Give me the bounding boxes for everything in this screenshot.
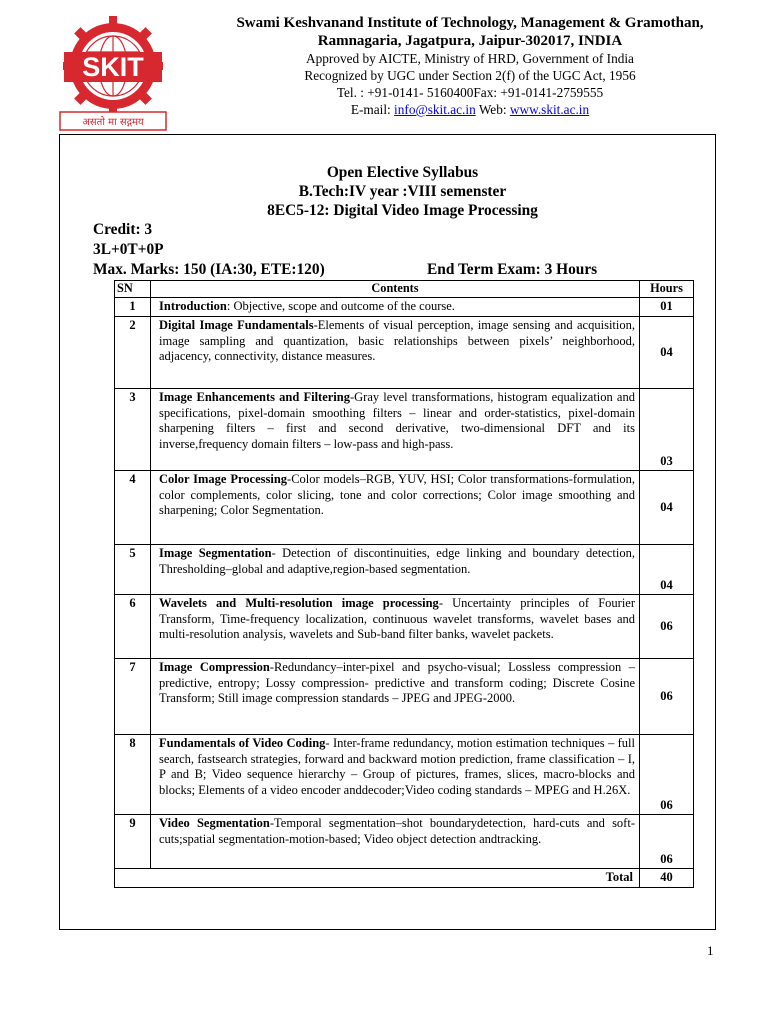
logo-motto: असतो मा सद्गमय	[82, 117, 144, 128]
end-term-exam: End Term Exam: 3 Hours	[427, 261, 598, 278]
header-contents: Contents	[151, 281, 640, 298]
total-row	[115, 869, 694, 888]
table-row	[115, 471, 694, 545]
row-content	[151, 735, 640, 815]
row-content	[151, 545, 640, 595]
row-hours: 06	[640, 595, 694, 659]
row-topic: Introduction	[159, 298, 227, 313]
course-title: 8EC5-12: Digital Video Image Processing	[267, 202, 538, 219]
row-topic: Video Segmentation	[159, 816, 270, 830]
row-topic: Image Enhancements and Filtering	[159, 390, 350, 404]
row-sn: 7	[115, 659, 151, 735]
row-hours: 04	[640, 471, 694, 545]
row-desc: - Uncertainty principles of Fourier Transform, Time-frequency localization, continuous wavelet transforms, wavelet bases and multi-resolution analysis, wavelets and Sub-band filter banks, wavelet packets.	[159, 596, 635, 641]
row-topic: Image Segmentation	[159, 546, 272, 560]
row-hours: 01	[640, 297, 694, 317]
row-content	[151, 389, 640, 471]
row-sn: 2	[115, 317, 151, 389]
max-marks: Max. Marks: 150 (IA:30, ETE:120)	[93, 261, 325, 278]
total-label: Total	[115, 869, 640, 888]
web-link[interactable]: www.skit.ac.in	[509, 102, 590, 117]
row-sn: 1	[115, 297, 151, 317]
institute-name: Swami Keshvanand Institute of Technology, Management & Gramothan,	[236, 15, 704, 31]
row-desc: -Gray level transformations, histogram equalization and specifications, pixel-domain smoothing filters – linear and order-statistics, pixel-domain sharpening filters – first and second derivative, two-dimensional DFT and its inverse,frequency domain filters – low-pass and high-pass.	[159, 390, 635, 451]
email-label: E-mail:	[350, 102, 391, 117]
table-row	[115, 735, 694, 815]
row-desc: -Color models–RGB, YUV, HSI; Color transformations-formulation, color complements, color slicing, tone and color corrections; Color image smoothing and sharpening; Color Segmentation.	[159, 472, 636, 517]
row-topic: Fundamentals of Video Coding	[159, 736, 326, 750]
row-content	[151, 595, 640, 659]
syllabus-table	[114, 280, 694, 888]
row-desc: - Detection of discontinuities, edge linking and boundary detection, Thresholding–global and adaptive,region-based segmentation.	[159, 546, 635, 576]
institute-address: Ramnagaria, Jagatpura, Jaipur-302017, INDIA	[317, 33, 623, 49]
total-hours: 40	[640, 869, 694, 888]
letterhead	[190, 14, 750, 118]
recognition-line: Recognized by UGC under Section 2(f) of the UGC Act, 1956	[304, 68, 636, 83]
row-hours: 04	[640, 317, 694, 389]
row-hours: 06	[640, 659, 694, 735]
row-hours: 04	[640, 545, 694, 595]
ltp-line: 3L+0T+0P	[93, 241, 164, 258]
row-topic: Color Image Processing	[159, 472, 288, 486]
row-sn: 3	[115, 389, 151, 471]
table-row	[115, 595, 694, 659]
page-number: 1	[707, 943, 714, 958]
syllabus-title: Open Elective Syllabus	[326, 164, 479, 181]
row-content	[151, 317, 640, 389]
row-sn: 9	[115, 815, 151, 869]
row-content	[151, 471, 640, 545]
marks-line	[93, 261, 653, 279]
row-sn: 4	[115, 471, 151, 545]
row-content	[151, 659, 640, 735]
logo-wordmark: SKIT	[82, 52, 144, 82]
row-content	[151, 815, 640, 869]
row-hours: 03	[640, 389, 694, 471]
row-sn: 5	[115, 545, 151, 595]
header-sn: SN	[115, 281, 151, 298]
row-desc: : Objective, scope and outcome of the course.	[226, 298, 455, 313]
syllabus-titles	[0, 163, 768, 220]
table-row	[115, 389, 694, 471]
header-hours: Hours	[640, 281, 694, 298]
table-row	[115, 297, 694, 317]
web-label: Web:	[478, 102, 507, 117]
contact-line	[190, 101, 750, 118]
row-hours: 06	[640, 815, 694, 869]
institute-logo	[54, 14, 172, 132]
table-row	[115, 317, 694, 389]
phone-line: Tel. : +91-0141- 5160400Fax: +91-0141-2759555	[336, 85, 604, 100]
row-desc: -Elements of visual perception, image sensing and acquisition, image sampling and quantization, basic relationships between pixels’ neighborhood, adjacency, connectivity, distance measures.	[159, 318, 635, 363]
row-hours: 06	[640, 735, 694, 815]
table-row	[115, 659, 694, 735]
row-topic: Wavelets and Multi-resolution image processing	[159, 596, 439, 610]
credit-line: Credit: 3	[93, 221, 153, 238]
table-row	[115, 815, 694, 869]
row-desc: - Inter-frame redundancy, motion estimation techniques – full search, fastsearch strategies, forward and backward motion prediction, frame classification – I, P and B; Video sequence hierarchy – Group of pictures, frames, slices, macro-blocks and blocks; Elements of a video encoder anddecoder;Video coding standards – MPEG and H.26X.	[159, 736, 636, 797]
row-sn: 6	[115, 595, 151, 659]
row-topic: Image Compression	[159, 660, 270, 674]
row-topic: Digital Image Fundamentals	[159, 318, 314, 332]
row-content	[151, 297, 640, 317]
row-desc: -Redundancy–inter-pixel and psycho-visual; Lossless compression – predictive, entropy; Lossy compression- predictive and transform coding; Discrete Cosine Transform; Still image compression standards – JPEG and JPEG-2000.	[159, 660, 635, 705]
program-title: B.Tech:IV year :VIII semenster	[298, 183, 507, 200]
approval-line: Approved by AICTE, Ministry of HRD, Government of India	[306, 51, 634, 66]
row-desc: -Temporal segmentation–shot boundarydetection, hard-cuts and soft-cuts;spatial segmentation-motion-based; Video object detection andtracking.	[159, 816, 635, 846]
email-link[interactable]: info@skit.ac.in	[394, 102, 476, 117]
row-sn: 8	[115, 735, 151, 815]
logo-emblem-icon	[54, 14, 172, 132]
table-header-row	[115, 281, 694, 298]
table-row	[115, 545, 694, 595]
